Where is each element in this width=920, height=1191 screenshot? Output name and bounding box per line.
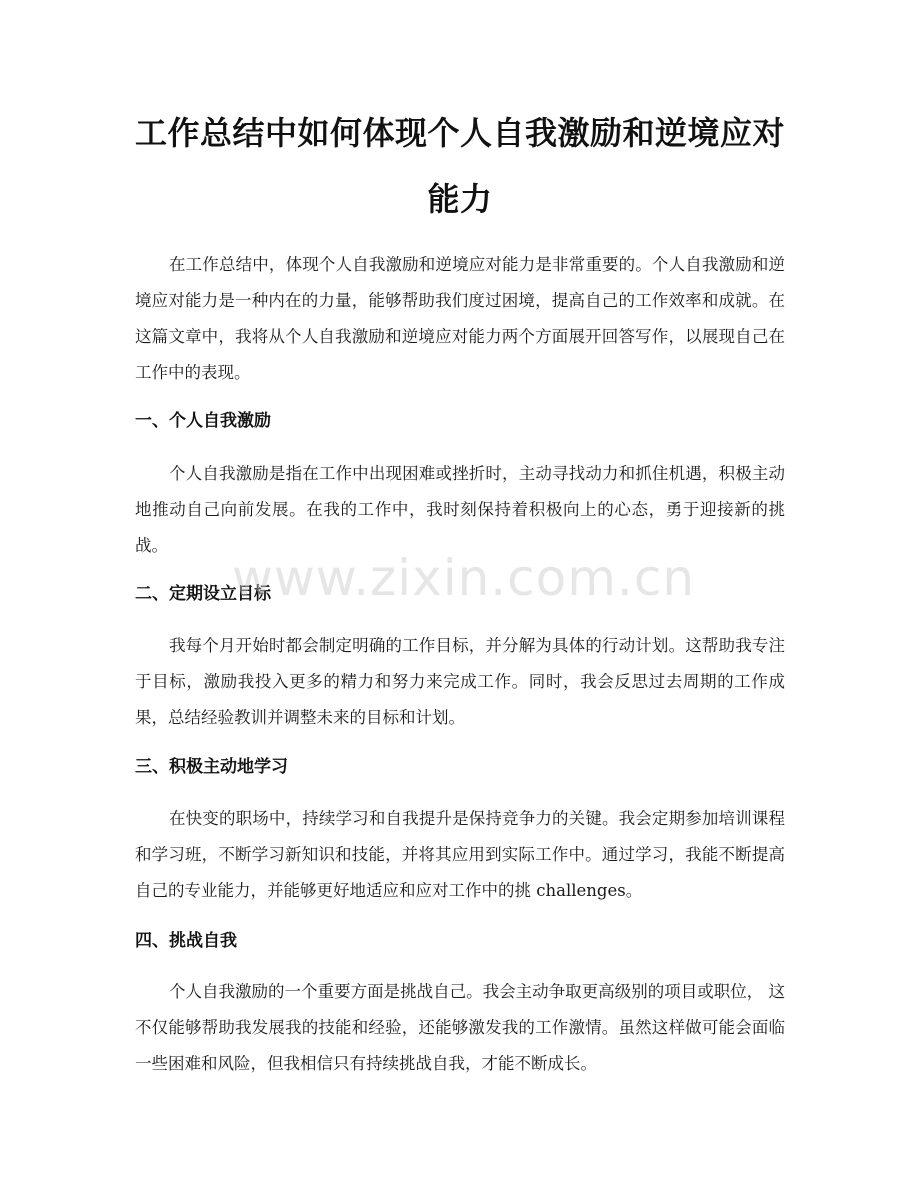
watermark: www.zixin.com.cn: [232, 549, 696, 607]
section-heading-1: 一、个人自我激励: [135, 411, 271, 431]
section-heading-3: 三、积极主动地学习: [135, 757, 288, 777]
section-heading-2: 二、定期设立目标: [135, 584, 271, 604]
section-body-3: 在快变的职场中，持续学习和自我提升是保持竞争力的关键。我会定期参加培训课程和学习班，不断学习新知识和技能，并将其应用到实际工作中。通过学习，我能不断提高自己的专业能力，并能够更好地适应和应对工作中的挑 challenges。: [135, 809, 785, 900]
section-heading-4: 四、挑战自我: [135, 931, 237, 951]
section-body-4: 个人自我激励的一个重要方面是挑战自己。我会主动争取更高级别的项目或职位， 这不仅能够帮助我发展我的技能和经验，还能够激发我的工作激情。虽然这样做可能会面临一些困难和风险，但我相信只有持续挑战自我，才能不断成长。: [135, 982, 785, 1073]
page-title: 工作总结中如何体现个人自我激励和逆境应对能力: [134, 114, 785, 218]
intro-paragraph: 在工作总结中，体现个人自我激励和逆境应对能力是非常重要的。个人自我激励和逆境应对能力是一种内在的力量，能够帮助我们度过困境，提高自己的工作效率和成就。在这篇文章中，我将从个人自我激励和逆境应对能力两个方面展开回答写作，以展现自己在工作中的表现。: [135, 255, 785, 382]
section-body-1: 个人自我激励是指在工作中出现困难或挫折时，主动寻找动力和抓住机遇，积极主动地推动自己向前发展。在我的工作中，我时刻保持着积极向上的心态，勇于迎接新的挑战。: [135, 464, 785, 555]
section-body-2: 我每个月开始时都会制定明确的工作目标，并分解为具体的行动计划。这帮助我专注于目标，激励我投入更多的精力和努力来完成工作。同时，我会反思过去周期的工作成果，总结经验教训并调整未来的目标和计划。: [135, 636, 785, 727]
